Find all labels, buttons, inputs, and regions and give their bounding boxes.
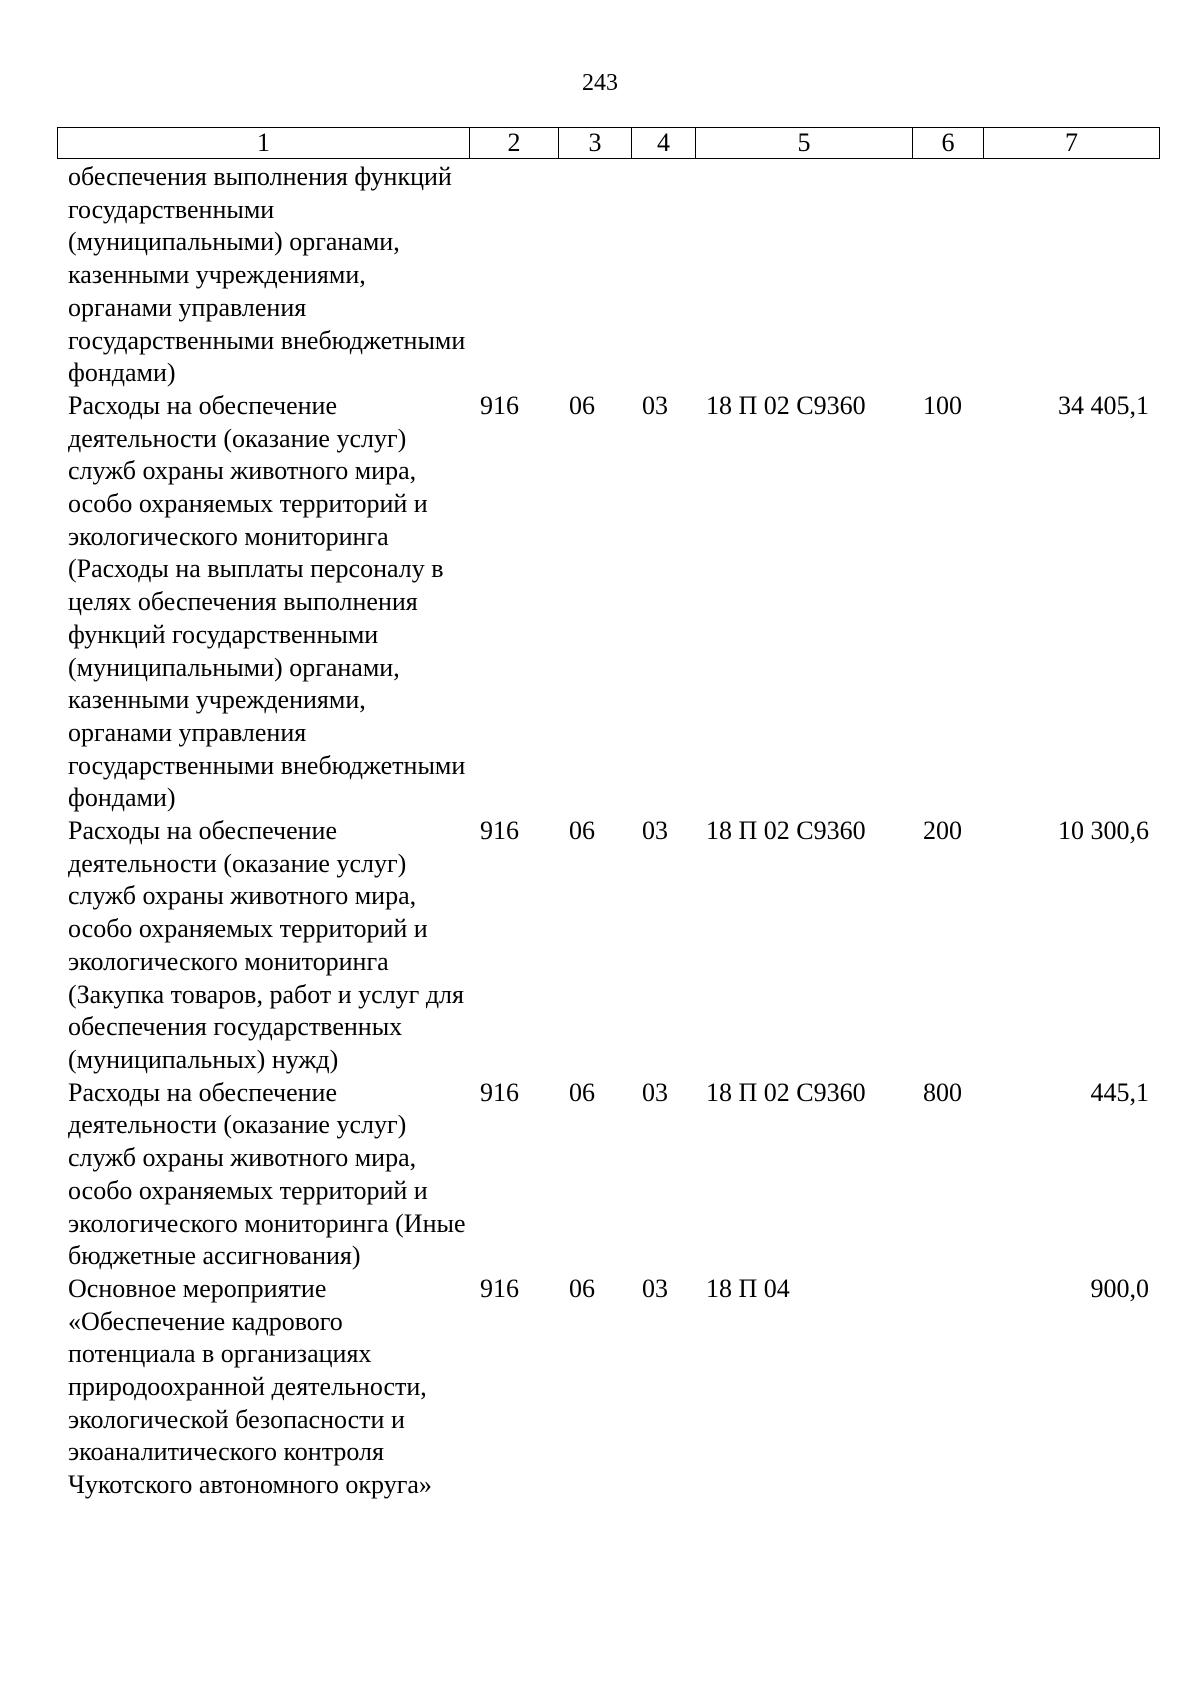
row-col7: 10 300,6 <box>1058 816 1149 846</box>
table-row <box>57 1077 1159 1273</box>
row-col2: 916 <box>480 1273 519 1303</box>
row-col6: 100 <box>923 390 962 420</box>
row-col5 <box>695 161 912 390</box>
row-name: обеспечения выполнения функций государственными (муниципальными) органами, казенными учреждениями, органами управления государственными внебюджетными фондами) <box>68 162 466 388</box>
column-header-6: 6 <box>913 128 984 159</box>
column-header-5: 5 <box>696 128 913 159</box>
row-col2: 916 <box>480 1077 519 1107</box>
row-col2: 916 <box>480 390 519 420</box>
row-col5: 18 П 04 <box>706 1273 790 1303</box>
row-col3: 06 <box>569 390 595 420</box>
row-col7: 900,0 <box>1090 1273 1149 1303</box>
row-col3: 06 <box>569 816 595 846</box>
row-col6: 200 <box>923 816 962 846</box>
row-col2: 916 <box>480 816 519 846</box>
row-name: Расходы на обеспечение деятельности (оказание услуг) служб охраны животного мира, особо охраняемых территорий и экологического мониторинга (Расходы на выплаты персоналу в целях обеспечения выполнения функций государственными (муниципальными) органами, казенными учреждениями, органами управления государственными внебюджетными фондами) <box>68 390 466 813</box>
row-col3: 06 <box>569 1273 595 1303</box>
row-col7 <box>983 161 1159 390</box>
row-name: Основное мероприятие «Обеспечение кадрового потенциала в организациях природоохранной деятельности, экологической безопасности и экоаналитического контроля Чукотского автономного округа» <box>68 1273 432 1500</box>
row-col3 <box>558 161 631 390</box>
row-col5: 18 П 02 С9360 <box>706 816 866 846</box>
row-col2 <box>469 161 558 390</box>
row-col4: 03 <box>642 1077 668 1107</box>
column-header-2: 2 <box>470 128 559 159</box>
row-col6 <box>912 1273 983 1502</box>
table-row <box>57 815 1159 1077</box>
row-name: Расходы на обеспечение деятельности (оказание услуг) служб охраны животного мира, особо охраняемых территорий и экологического мониторинга (Закупка товаров, работ и услуг для обеспечения государственных (муниципальных) нужд) <box>68 816 464 1074</box>
column-header-4: 4 <box>632 128 696 159</box>
row-col6 <box>912 161 983 390</box>
row-col5: 18 П 02 С9360 <box>706 1077 866 1107</box>
row-col4: 03 <box>642 816 668 846</box>
row-col4 <box>631 161 695 390</box>
row-col3: 06 <box>569 1077 595 1107</box>
page-number: 243 <box>582 70 618 96</box>
column-header-table <box>57 127 1160 159</box>
row-col7: 34 405,1 <box>1058 390 1149 420</box>
table-row <box>57 1273 1159 1502</box>
row-col4: 03 <box>642 1273 668 1303</box>
table-row <box>57 161 1159 390</box>
column-header-7: 7 <box>984 128 1160 159</box>
row-col7: 445,1 <box>1090 1077 1149 1107</box>
budget-table <box>57 161 1159 1502</box>
table-row <box>57 390 1159 815</box>
row-name: Расходы на обеспечение деятельности (оказание услуг) служб охраны животного мира, особо охраняемых территорий и экологического мониторинга (Иные бюджетные ассигнования) <box>68 1077 466 1271</box>
row-col4: 03 <box>642 390 668 420</box>
column-header-3: 3 <box>559 128 632 159</box>
row-col5: 18 П 02 С9360 <box>706 390 866 420</box>
row-col6: 800 <box>923 1077 962 1107</box>
column-header-row <box>58 128 1160 159</box>
column-header-1: 1 <box>58 128 470 159</box>
